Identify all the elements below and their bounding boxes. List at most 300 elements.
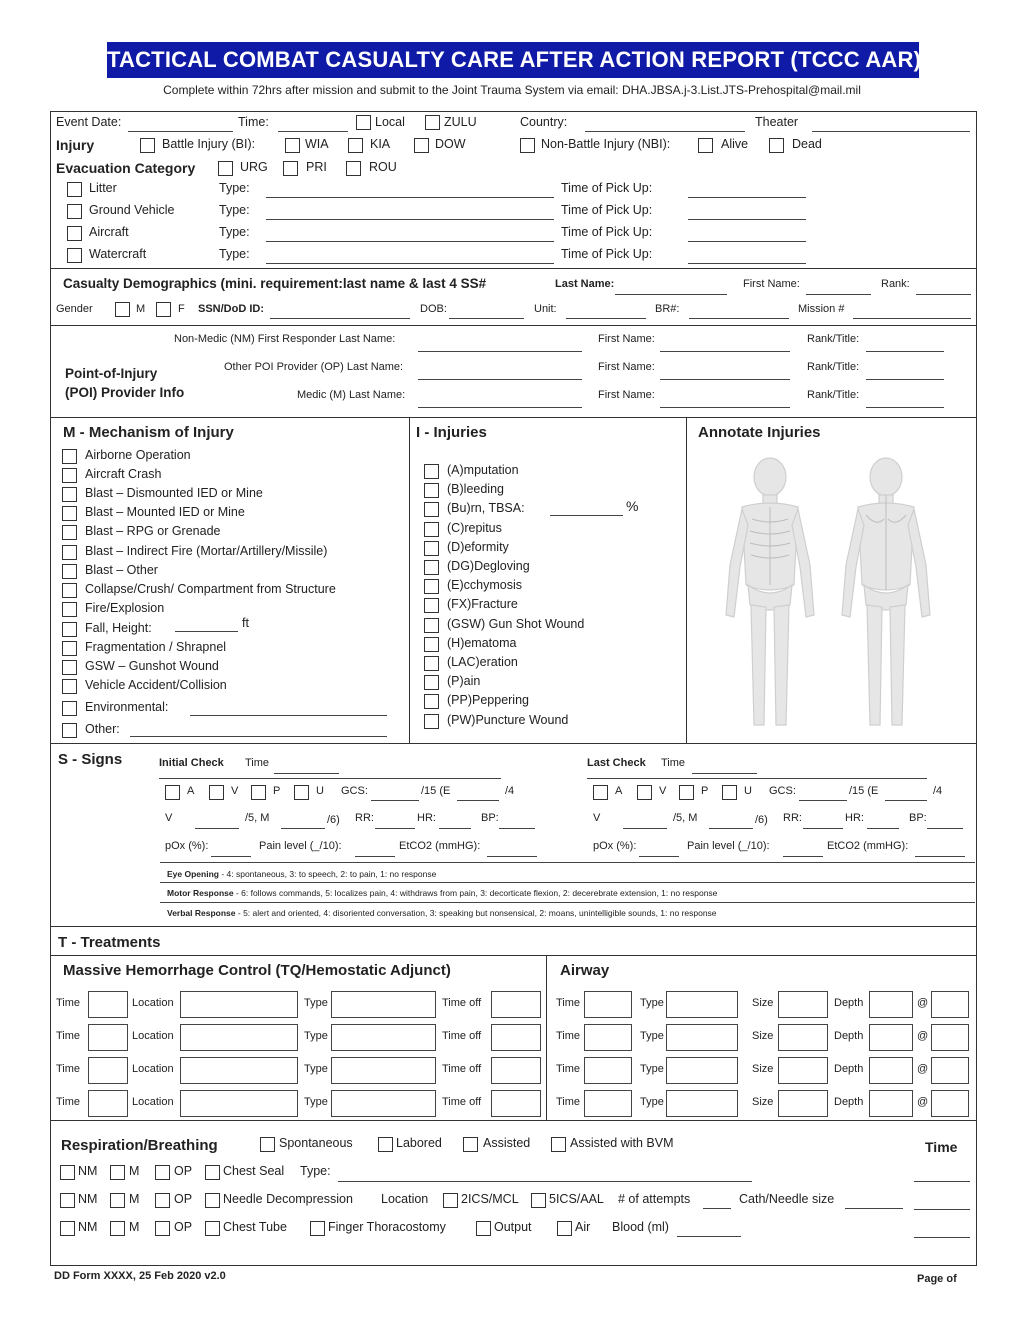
op-last-name-field[interactable] <box>418 379 582 380</box>
initial-pain-field[interactable] <box>355 856 395 857</box>
verbal-response-legend: Verbal Response - 5: alert and oriented, 4: disoriented conversation, 3: speaking but nonsensical, 2: moans, unintelligible sounds, 1: no response <box>167 908 717 918</box>
litter-type-field[interactable] <box>266 197 554 198</box>
injury-item: (A)mputation <box>447 463 519 477</box>
chest-seal-type-label: Type: <box>300 1164 331 1178</box>
mechanism-item: GSW – Gunshot Wound <box>85 659 219 673</box>
blood-field[interactable] <box>677 1236 741 1237</box>
urg-label: URG <box>240 160 268 174</box>
last-gcs-field[interactable] <box>799 800 847 801</box>
pri-label: PRI <box>306 160 327 174</box>
op-label: OP <box>174 1220 193 1234</box>
type-label: Type: <box>219 181 250 195</box>
airway-size-label: Size <box>752 1063 774 1075</box>
airway-type-label: Type <box>640 1096 664 1108</box>
injury-checkbox[interactable] <box>424 522 439 537</box>
chest-seal-type-field[interactable] <box>338 1181 752 1182</box>
mh-time-off-label: Time off <box>442 997 482 1009</box>
watercraft-type-field[interactable] <box>266 263 554 264</box>
mechanism-title: M - Mechanism of Injury <box>63 424 234 441</box>
chest-seal-label: Chest Seal <box>223 1164 285 1178</box>
airway-type-label: Type <box>640 1063 664 1075</box>
procedure-checkbox[interactable] <box>205 1193 220 1208</box>
rou-checkbox[interactable] <box>346 161 361 176</box>
airway-depth-field[interactable] <box>869 991 913 1018</box>
mh-location-label: Location <box>132 1063 174 1075</box>
last-gcs-m-field[interactable] <box>709 828 753 829</box>
initial-u-checkbox[interactable] <box>294 785 309 800</box>
initial-a-label: A <box>187 785 195 797</box>
medic-first-name-label: First Name: <box>598 389 655 401</box>
unit-field[interactable] <box>566 318 646 319</box>
airway-at-field[interactable] <box>931 1057 969 1084</box>
alive-checkbox[interactable] <box>698 138 713 153</box>
female-checkbox[interactable] <box>156 302 171 317</box>
gender-label: Gender <box>56 303 93 315</box>
battle-injury-checkbox[interactable] <box>140 138 155 153</box>
first-name-field[interactable] <box>806 294 871 295</box>
airway-depth-field[interactable] <box>869 1057 913 1084</box>
airway-at-field[interactable] <box>931 991 969 1018</box>
resp-time-field[interactable] <box>914 1237 970 1238</box>
medic-first-name-field[interactable] <box>660 407 790 408</box>
aircraft-type-field[interactable] <box>266 241 554 242</box>
last-pain-field[interactable] <box>783 856 823 857</box>
airway-depth-label: Depth <box>834 1063 864 1075</box>
initial-gcs-v-field[interactable] <box>195 828 239 829</box>
divider <box>50 926 977 927</box>
procedure-checkbox[interactable] <box>205 1165 220 1180</box>
mechanism-item: Blast – Indirect Fire (Mortar/Artillery/Missile) <box>85 544 328 558</box>
mechanism-checkbox[interactable] <box>62 564 77 579</box>
last-gcs-e-label: /15 (E <box>849 785 879 797</box>
finger-thoracostomy-checkbox[interactable] <box>310 1221 325 1236</box>
initial-gcs-e-label: /15 (E <box>421 785 451 797</box>
spontaneous-label: Spontaneous <box>279 1136 353 1150</box>
medic-last-name-field[interactable] <box>418 407 582 408</box>
injury-checkbox[interactable] <box>424 560 439 575</box>
mechanism-item: Collapse/Crush/ Compartment from Structure <box>85 582 336 596</box>
fall-height-field[interactable] <box>175 631 238 632</box>
m-label: M <box>129 1164 140 1178</box>
event-date-label: Event Date: <box>56 115 122 129</box>
dob-field[interactable] <box>449 318 524 319</box>
last-a-label: A <box>615 785 623 797</box>
injury-label: Injury <box>56 137 95 153</box>
nm-first-name-field[interactable] <box>660 351 790 352</box>
mh-time-off-field[interactable] <box>491 991 541 1018</box>
body-front-diagram[interactable] <box>720 455 820 735</box>
injury-checkbox[interactable] <box>424 502 439 517</box>
mechanism-checkbox[interactable] <box>62 679 77 694</box>
initial-bp-label: BP: <box>481 812 499 824</box>
theater-field[interactable] <box>812 131 970 132</box>
br-label: BR#: <box>655 303 680 315</box>
ics2-checkbox[interactable] <box>443 1193 458 1208</box>
mh-time-field[interactable] <box>88 1024 128 1051</box>
litter-checkbox[interactable] <box>67 182 82 197</box>
medic-rank-field[interactable] <box>866 407 944 408</box>
mechanism-checkbox[interactable] <box>62 641 77 656</box>
m-checkbox[interactable] <box>110 1193 125 1208</box>
injury-item: (E)cchymosis <box>447 578 523 593</box>
mechanism-checkbox[interactable] <box>62 449 77 464</box>
last-gcs-e-field[interactable] <box>885 800 927 801</box>
last-hr-field[interactable] <box>867 828 899 829</box>
male-checkbox[interactable] <box>115 302 130 317</box>
cath-size-field[interactable] <box>845 1208 903 1209</box>
mh-time-off-field[interactable] <box>491 1024 541 1051</box>
demographics-title: Casualty Demographics (mini. requirement:last name & last 4 SS# <box>63 276 487 291</box>
last-gcs-label: GCS: <box>769 785 796 797</box>
airway-time-field[interactable] <box>584 1057 632 1084</box>
nm-rank-label: Rank/Title: <box>807 333 860 345</box>
initial-hr-field[interactable] <box>439 828 471 829</box>
initial-p-checkbox[interactable] <box>251 785 266 800</box>
op-checkbox[interactable] <box>155 1221 170 1236</box>
zulu-checkbox[interactable] <box>425 115 440 130</box>
mechanism-checkbox[interactable] <box>62 583 77 598</box>
aircraft-pickup-field[interactable] <box>688 241 806 242</box>
op-first-name-field[interactable] <box>660 379 790 380</box>
airway-type-field[interactable] <box>666 1090 738 1117</box>
air-label: Air <box>575 1220 591 1234</box>
litter-pickup-field[interactable] <box>688 197 806 198</box>
gcs-legend-rule <box>160 882 975 883</box>
form-instructions: Complete within 72hrs after mission and submit to the Joint Trauma System via email: DHA.JBSA.j-3.List.JTS-Prehospital@mail.mil <box>163 83 861 97</box>
injury-checkbox[interactable] <box>424 714 439 729</box>
initial-gcs-m-field[interactable] <box>281 828 325 829</box>
mechanism-checkbox[interactable] <box>62 723 77 738</box>
mh-time-off-label: Time off <box>442 1063 482 1075</box>
initial-pox-label: pOx (%): <box>165 840 209 852</box>
airway-type-field[interactable] <box>666 1057 738 1084</box>
mh-location-label: Location <box>132 997 174 1009</box>
event-date-field[interactable] <box>128 131 233 132</box>
airway-type-field[interactable] <box>666 991 738 1018</box>
mechanism-item: Aircraft Crash <box>85 467 162 481</box>
labored-label: Labored <box>396 1136 442 1150</box>
mechanism-checkbox[interactable] <box>62 622 77 637</box>
mh-location-label: Location <box>132 1030 174 1042</box>
nm-rank-field[interactable] <box>866 351 944 352</box>
last-a-checkbox[interactable] <box>593 785 608 800</box>
dow-checkbox[interactable] <box>414 138 429 153</box>
litter-label: Litter <box>89 181 117 195</box>
br-field[interactable] <box>689 318 789 319</box>
nbi-label: Non-Battle Injury (NBI): <box>541 137 671 151</box>
body-back-diagram[interactable] <box>836 455 936 735</box>
last-etco2-label: EtCO2 (mmHG): <box>827 840 909 852</box>
initial-time-label: Time <box>245 757 270 769</box>
airway-time-field[interactable] <box>584 1090 632 1117</box>
initial-m-label: /5, M <box>245 812 270 824</box>
ground-vehicle-pickup-field[interactable] <box>688 219 806 220</box>
last-time-label: Time <box>661 757 686 769</box>
dob-label: DOB: <box>420 303 447 315</box>
mh-type-field[interactable] <box>331 1057 436 1084</box>
initial-v-label: V <box>165 812 173 824</box>
mechanism-checkbox[interactable] <box>62 602 77 617</box>
nm-checkbox[interactable] <box>60 1221 75 1236</box>
mh-time-label: Time <box>56 997 81 1009</box>
airway-time-field[interactable] <box>584 1024 632 1051</box>
mh-type-field[interactable] <box>331 1024 436 1051</box>
last-gcs-v-field[interactable] <box>623 828 667 829</box>
mh-type-label: Type <box>304 1096 328 1108</box>
mh-time-off-field[interactable] <box>491 1057 541 1084</box>
mh-location-field[interactable] <box>180 1024 298 1051</box>
output-label: Output <box>494 1220 532 1234</box>
op-label: OP <box>174 1192 193 1206</box>
mechanism-checkbox[interactable] <box>62 545 77 560</box>
injury-checkbox[interactable] <box>424 618 439 633</box>
airway-type-label: Type <box>640 1030 664 1042</box>
mechanism-checkbox[interactable] <box>62 525 77 540</box>
cath-size-label: Cath/Needle size <box>739 1192 835 1206</box>
mechanism-item: Fire/Explosion <box>85 601 165 615</box>
last-rr-field[interactable] <box>803 828 843 829</box>
mh-location-field[interactable] <box>180 1090 298 1117</box>
injury-item: (P)ain <box>447 674 481 689</box>
hemorrhage-title: Massive Hemorrhage Control (TQ/Hemostatic Adjunct) <box>63 962 451 979</box>
mission-field[interactable] <box>853 318 971 319</box>
op-checkbox[interactable] <box>155 1193 170 1208</box>
form-title: TACTICAL COMBAT CASUALTY CARE AFTER ACTION REPORT (TCCC AAR) <box>107 42 919 78</box>
airway-depth-label: Depth <box>834 1096 864 1108</box>
airway-type-field[interactable] <box>666 1024 738 1051</box>
wia-checkbox[interactable] <box>285 138 300 153</box>
nm-checkbox[interactable] <box>60 1193 75 1208</box>
attempts-label: # of attempts <box>618 1192 691 1206</box>
last-pain-label: Pain level (_/10): <box>687 840 770 852</box>
initial-check-label: Initial Check <box>159 757 224 769</box>
wia-label: WIA <box>305 137 329 151</box>
poi-title-2: (POI) Provider Info <box>65 385 185 400</box>
airway-title: Airway <box>560 962 610 979</box>
injury-checkbox[interactable] <box>424 464 439 479</box>
mechanism-checkbox[interactable] <box>62 506 77 521</box>
ssn-label: SSN/DoD ID: <box>198 303 264 315</box>
airway-size-field[interactable] <box>778 991 828 1018</box>
initial-a-checkbox[interactable] <box>165 785 180 800</box>
unit-label: Unit: <box>534 303 557 315</box>
urg-checkbox[interactable] <box>218 161 233 176</box>
air-checkbox[interactable] <box>557 1221 572 1236</box>
ssn-field[interactable] <box>270 318 410 319</box>
rank-field[interactable] <box>916 294 971 295</box>
last-p-checkbox[interactable] <box>679 785 694 800</box>
injury-item: (C)repitus <box>447 520 502 535</box>
procedure-checkbox[interactable] <box>205 1221 220 1236</box>
last-etco2-field[interactable] <box>915 856 965 857</box>
country-field[interactable] <box>585 131 745 132</box>
airway-time-field[interactable] <box>584 991 632 1018</box>
last-u-checkbox[interactable] <box>722 785 737 800</box>
airway-depth-field[interactable] <box>869 1090 913 1117</box>
injury-item: (D)eformity <box>447 539 509 554</box>
m-checkbox[interactable] <box>110 1221 125 1236</box>
airway-size-field[interactable] <box>778 1057 828 1084</box>
zulu-label: ZULU <box>444 115 477 129</box>
mh-time-label: Time <box>56 1096 81 1108</box>
theater-label: Theater <box>755 115 799 129</box>
initial-gcs-field[interactable] <box>371 800 419 801</box>
mh-type-label: Type <box>304 1063 328 1075</box>
mechanism-item: Blast – RPG or Grenade <box>85 524 221 538</box>
mh-time-field[interactable] <box>88 991 128 1018</box>
other-mechanism-field[interactable] <box>130 736 387 737</box>
injury-item: (PP)Peppering <box>447 693 529 708</box>
initial-row-rule <box>159 778 501 779</box>
dow-label: DOW <box>435 137 466 151</box>
resp-time-field[interactable] <box>914 1181 970 1182</box>
watercraft-label: Watercraft <box>89 247 147 261</box>
mechanism-item: Other: <box>85 722 120 736</box>
event-time-field[interactable] <box>278 131 348 132</box>
mechanism-item: Fragmentation / Shrapnel <box>85 640 227 654</box>
injury-checkbox[interactable] <box>424 694 439 709</box>
poi-title-1: Point-of-Injury <box>65 366 158 381</box>
injury-checkbox[interactable] <box>424 579 439 594</box>
ics2-label: 2ICS/MCL <box>461 1192 519 1206</box>
motor-response-legend: Motor Response - 6: follows commands, 5: localizes pain, 4: withdraws from pain, 3: decorticate flexion, 2: decerebrate extension, 1: no response <box>167 888 718 898</box>
injury-checkbox[interactable] <box>424 541 439 556</box>
mechanism-item: Blast – Mounted IED or Mine <box>85 505 245 519</box>
ground-vehicle-checkbox[interactable] <box>67 204 82 219</box>
medic-rank-label: Rank/Title: <box>807 389 860 401</box>
dead-label: Dead <box>792 137 822 151</box>
pri-checkbox[interactable] <box>283 161 298 176</box>
initial-v-checkbox[interactable] <box>209 785 224 800</box>
initial-gcs-e-max: /4 <box>505 785 515 797</box>
mh-time-field[interactable] <box>88 1057 128 1084</box>
watercraft-checkbox[interactable] <box>67 248 82 263</box>
assisted-checkbox[interactable] <box>463 1137 478 1152</box>
divider <box>50 743 977 744</box>
op-first-name-label: First Name: <box>598 361 655 373</box>
nm-last-name-label: Non-Medic (NM) First Responder Last Name: <box>174 333 396 345</box>
mh-location-label: Location <box>132 1096 174 1108</box>
mechanism-checkbox[interactable] <box>62 701 77 716</box>
airway-depth-field[interactable] <box>869 1024 913 1051</box>
rank-label: Rank: <box>881 278 910 290</box>
injury-item: (PW)Puncture Wound <box>447 712 569 727</box>
injury-checkbox[interactable] <box>424 598 439 613</box>
annotate-title: Annotate Injuries <box>698 424 821 441</box>
injuries-title: I - Injuries <box>416 424 487 441</box>
injury-checkbox[interactable] <box>424 656 439 671</box>
female-label: F <box>178 303 185 315</box>
assisted-bvm-checkbox[interactable] <box>551 1137 566 1152</box>
m-checkbox[interactable] <box>110 1165 125 1180</box>
airway-time-label: Time <box>556 997 581 1009</box>
op-label: OP <box>174 1164 193 1178</box>
mh-location-field[interactable] <box>180 1057 298 1084</box>
resp-time-field[interactable] <box>914 1209 970 1210</box>
nbi-checkbox[interactable] <box>520 138 535 153</box>
mh-time-off-field[interactable] <box>491 1090 541 1117</box>
op-checkbox[interactable] <box>155 1165 170 1180</box>
aircraft-label: Aircraft <box>89 225 129 239</box>
last-time-field[interactable] <box>692 773 757 774</box>
attempts-field[interactable] <box>703 1208 731 1209</box>
tbsa-field[interactable] <box>550 515 623 516</box>
mh-type-label: Type <box>304 1030 328 1042</box>
needle-location-label: Location <box>381 1192 429 1206</box>
ics5-checkbox[interactable] <box>531 1193 546 1208</box>
spontaneous-checkbox[interactable] <box>260 1137 275 1152</box>
nm-last-name-field[interactable] <box>418 351 582 352</box>
divider <box>50 1120 977 1121</box>
mh-time-label: Time <box>56 1063 81 1075</box>
mechanism-item: Blast – Dismounted IED or Mine <box>85 486 263 500</box>
initial-pox-field[interactable] <box>211 856 251 857</box>
last-name-field[interactable] <box>615 294 727 295</box>
male-label: M <box>136 303 146 315</box>
mh-type-field[interactable] <box>331 1090 436 1117</box>
last-name-label: Last Name: <box>555 278 615 290</box>
assisted-bvm-label: Assisted with BVM <box>570 1136 674 1150</box>
needle-decompression-label: Needle Decompression <box>223 1192 353 1206</box>
last-of6-label: /6) <box>755 814 768 826</box>
mechanism-checkbox[interactable] <box>62 487 77 502</box>
divider <box>50 955 977 956</box>
nm-label: NM <box>78 1164 98 1178</box>
initial-rr-field[interactable] <box>375 828 415 829</box>
initial-etco2-field[interactable] <box>487 856 537 857</box>
last-u-label: U <box>744 785 752 797</box>
kia-checkbox[interactable] <box>348 138 363 153</box>
divider <box>50 325 977 326</box>
mechanism-item: Airborne Operation <box>85 448 191 462</box>
local-checkbox[interactable] <box>356 115 371 130</box>
op-rank-field[interactable] <box>866 379 944 380</box>
pickup-label: Time of Pick Up: <box>561 247 653 261</box>
percent-label: % <box>626 498 639 514</box>
airway-at-field[interactable] <box>931 1024 969 1051</box>
watercraft-pickup-field[interactable] <box>688 263 806 264</box>
airway-at-field[interactable] <box>931 1090 969 1117</box>
respiration-title: Respiration/Breathing <box>61 1137 218 1154</box>
mechanism-checkbox[interactable] <box>62 468 77 483</box>
output-checkbox[interactable] <box>476 1221 491 1236</box>
last-pox-field[interactable] <box>639 856 679 857</box>
environmental-field[interactable] <box>190 715 387 716</box>
injury-checkbox[interactable] <box>424 675 439 690</box>
mechanism-checkbox[interactable] <box>62 660 77 675</box>
injury-checkbox[interactable] <box>424 483 439 498</box>
dead-checkbox[interactable] <box>769 138 784 153</box>
injury-checkbox[interactable] <box>424 637 439 652</box>
airway-depth-label: Depth <box>834 997 864 1009</box>
initial-bp-field[interactable] <box>499 828 535 829</box>
aircraft-checkbox[interactable] <box>67 226 82 241</box>
last-bp-field[interactable] <box>927 828 963 829</box>
mh-type-field[interactable] <box>331 991 436 1018</box>
mh-location-field[interactable] <box>180 991 298 1018</box>
last-v-checkbox[interactable] <box>637 785 652 800</box>
mh-time-field[interactable] <box>88 1090 128 1117</box>
airway-size-field[interactable] <box>778 1090 828 1117</box>
airway-size-field[interactable] <box>778 1024 828 1051</box>
last-bp-label: BP: <box>909 812 927 824</box>
initial-gcs-e-field[interactable] <box>457 800 499 801</box>
m-label: M <box>129 1220 140 1234</box>
ground-vehicle-type-field[interactable] <box>266 219 554 220</box>
initial-time-field[interactable] <box>274 773 339 774</box>
labored-checkbox[interactable] <box>378 1137 393 1152</box>
nm-checkbox[interactable] <box>60 1165 75 1180</box>
